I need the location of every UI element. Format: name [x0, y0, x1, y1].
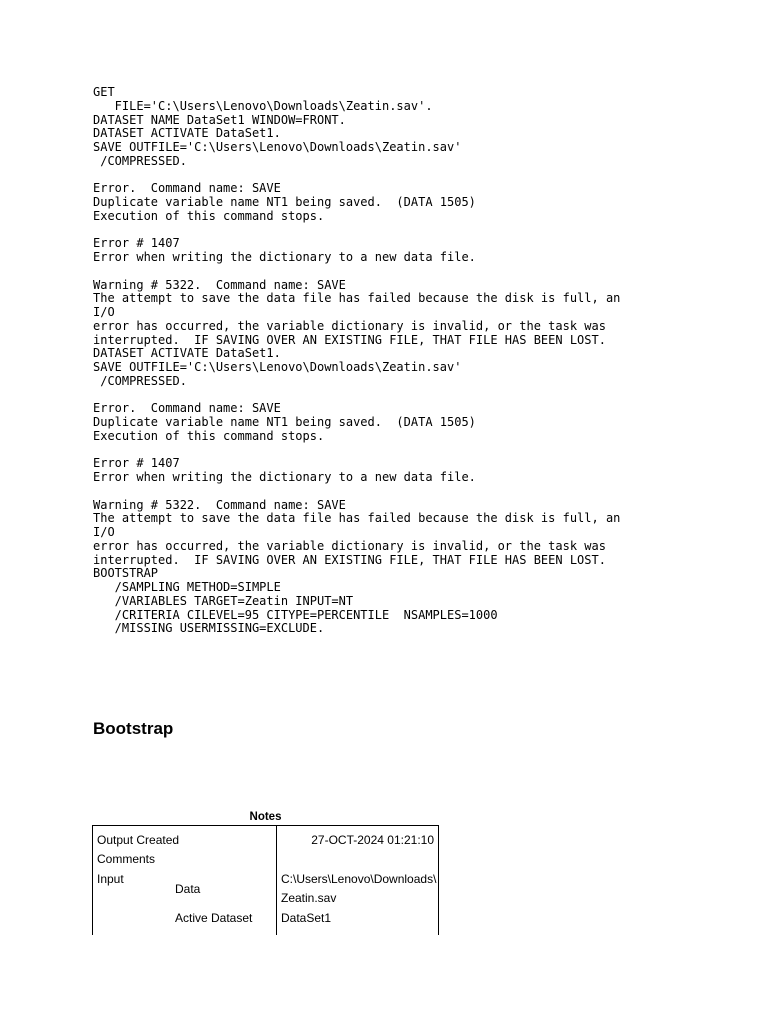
- data-value-path: C:\Users\Lenovo\Downloads\: [281, 872, 437, 886]
- notes-table-title: Notes: [249, 811, 282, 823]
- output-created-value: 27-OCT-2024 01:21:10: [311, 833, 434, 847]
- data-value-filename: Zeatin.sav: [281, 891, 337, 905]
- notes-table: [92, 825, 439, 935]
- syntax-log: GET FILE='C:\Users\Lenovo\Downloads\Zeatin.sav'. DATASET NAME DataSet1 WINDOW=FRONT. DATASET ACTIVATE DataSet1. SAVE OUTFILE='C:\Users\Lenovo\Downloads\Zeatin.sav' /COMPRESSED. Error. Command name: SAVE Duplicate variable name NT1 being saved. (DATA 1505) Execution of this command stops. Error # 1407 Error when writing the dictionary to a new data file. Warning # 5322. Command name: SAVE The attempt to save the data file has failed because the disk is full, an I/O error has occurred, the variable dictionary is invalid, or the task was interrupted. IF SAVING OVER AN EXISTING FILE, THAT FILE HAS BEEN LOST. DATASET ACTIVATE DataSet1. SAVE OUTFILE='C:\Users\Lenovo\Downloads\Zeatin.sav' /COMPRESSED. Error. Command name: SAVE Duplicate variable name NT1 being saved. (DATA 1505) Execution of this command stops. Error # 1407 Error when writing the dictionary to a new data file. Warning # 5322. Command name: SAVE The attempt to save the data file has failed because the disk is full, an I/O error has occurred, the variable dictionary is invalid, or the task was interrupted. IF SAVING OVER AN EXISTING FILE, THAT FILE HAS BEEN LOST. BOOTSTRAP /SAMPLING METHOD=SIMPLE /VARIABLES TARGET=Zeatin INPUT=NT /CRITERIA CILEVEL=95 CITYPE=PERCENTILE NSAMPLES=1000 /MISSING USERMISSING=EXCLUDE.: [93, 85, 621, 636]
- section-heading: Bootstrap: [93, 719, 174, 738]
- active-dataset-label: Active Dataset: [175, 911, 253, 925]
- active-dataset-value: DataSet1: [281, 911, 332, 925]
- data-label: Data: [175, 882, 201, 896]
- input-label: Input: [97, 872, 124, 886]
- notes-column-divider: [276, 826, 277, 935]
- output-created-label: Output Created: [97, 833, 180, 847]
- comments-label: Comments: [97, 852, 156, 866]
